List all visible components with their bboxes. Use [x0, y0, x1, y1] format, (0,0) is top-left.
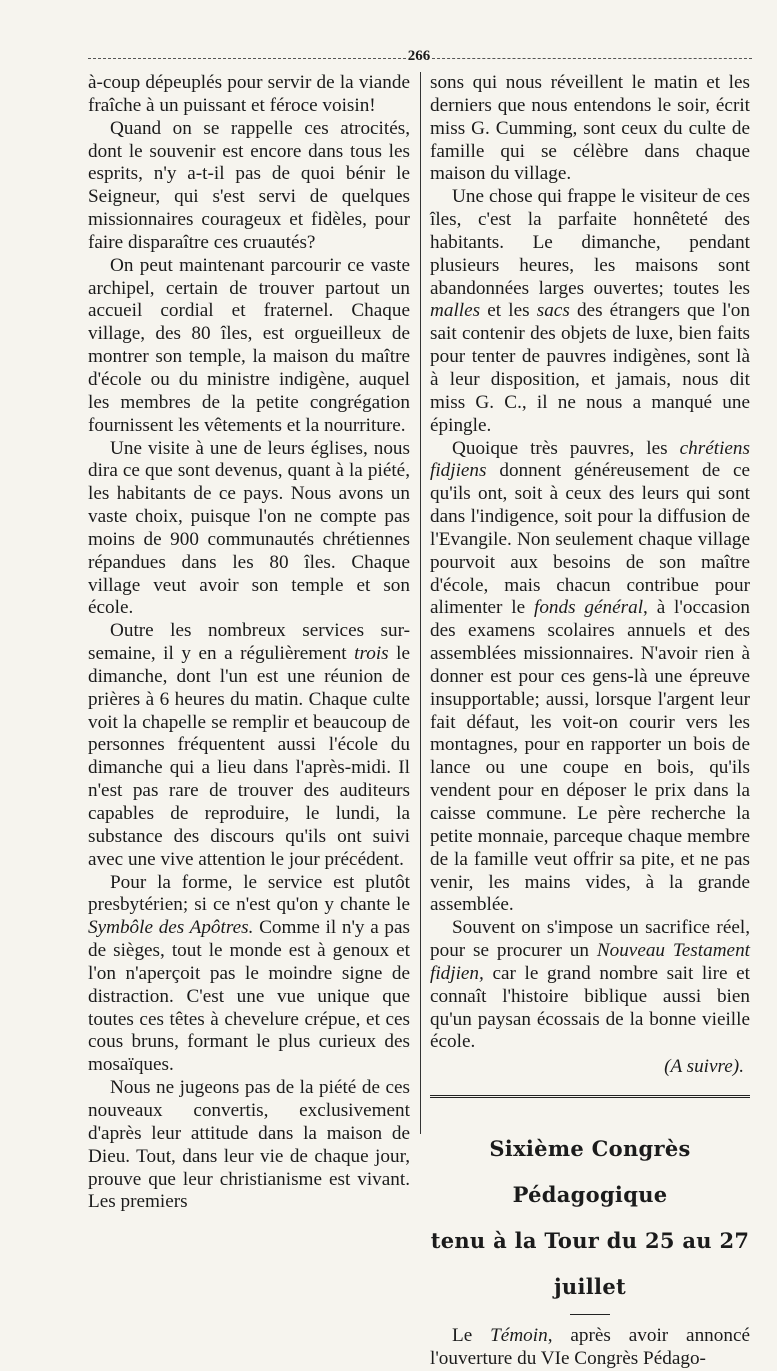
title-underline — [570, 1314, 610, 1315]
paragraph: sons qui nous réveillent le matin et les derniers que nous entendons le soir, écrit miss G. Cumming, sont ceux du culte de famille qui se célèbre dans chaque maison du village. — [430, 72, 750, 185]
header-rule-right — [432, 58, 752, 59]
paragraph: Souvent on s'impose un sacrifice réel, pour se procurer un Nouveau Testament fidjien, car le grand nombre sait lire et connaît l'histoire biblique aussi bien qu'un paysan écossais de la bonne vieille école. — [430, 917, 751, 1053]
paragraph: Nous ne jugeons pas de la piété de ces nouveaux convertis, exclusivement d'après leur attitude dans la maison de Dieu. Tout, dans leur vie de chaque jour, prouve que leur christianisme est vivant. Les premiers — [88, 1077, 410, 1213]
emphasis: malles — [430, 300, 481, 322]
section-title-line1: Sixième Congrès Pédagogique — [489, 1136, 691, 1208]
paragraph: Quand on se rappelle ces atrocités, dont le souvenir est encore dans tous les esprits, n'y a-t-il pas de quoi bénir le Seigneur, qui s'est servi de quelques missionnaires courageux et fidèles, pour faire disparaître ces cruautés? — [88, 117, 410, 253]
paragraph: Outre les nombreux services sur-semaine, il y en a régulièrement trois le dimanche, dont l'un est une réunion de prières à 6 heures du matin. Chaque culte voit la chapelle se remplir et beaucoup de personnes fréquentent aussi l'école du dimanche qui a lieu dans l'après-midi. Il n'est pas rare de trouver des auditeurs capables de reproduire, le lundi, la substance des discours qu'ils ont suivi avec une vive attention le jour précédent. — [88, 620, 410, 870]
emphasis: Témoin — [490, 1325, 548, 1347]
page-header — [88, 48, 752, 68]
section-intro: Le Témoin, après avoir annoncé l'ouverture du VIe Congrès Pédago- — [430, 1325, 750, 1369]
left-column — [88, 72, 410, 1214]
paragraph: On peut maintenant parcourir ce vaste archipel, certain de trouver partout un accueil cordial et fraternel. Chaque village, des 80 îles, est orgueilleux de montrer son temple, la maison du maître d'école ou du ministre indigène, auquel les membres de la petite congrégation fournissent les vêtements et la nourriture. — [88, 254, 410, 436]
section-separator — [430, 1095, 750, 1104]
header-rule-left — [88, 58, 406, 59]
paragraph: à-coup dépeuplés pour servir de la viande fraîche à un puissant et féroce voisin! — [88, 72, 410, 116]
emphasis: trois — [354, 643, 389, 665]
emphasis: fonds général — [534, 597, 644, 619]
paragraph: Une chose qui frappe le visiteur de ces îles, c'est la parfaite honnêteté des habitants. Le dimanche, pendant plusieurs heures, les maisons sont abandonnées larges ouvertes; toutes les malles et les sacs des étrangers que l'on sait contenir des objets de luxe, bien faits pour tenter de pauvres indigènes, sont là à leur disposition, et jamais, nous dit miss G. C., il ne nous a manqué une épingle. — [430, 186, 750, 436]
paragraph: Pour la forme, le service est plutôt presbytérien; si ce n'est qu'on y chante le Symbôle des Apôtres. Comme il n'y a pas de sièges, tout le monde est à genoux et l'on n'aperçoit pas le moindre signe de distraction. C'est une vue unique que toutes ces têtes à chevelure crépue, et ces cous bruns, formant le plus curieux des mosaïques. — [88, 871, 410, 1076]
paragraph: Une visite à une de leurs églises, nous dira ce que sont devenus, quant à la piété, les habitants de ce pays. Nous avons un vaste choix, puisque l'on ne compte pas moins de 900 communautés chrétiennes répandues dans les 80 îles. Chaque village veut avoir son temple et son école. — [88, 437, 410, 619]
page-number: 266 — [407, 48, 431, 64]
emphasis: Nouveau Testament fidjien, — [430, 940, 751, 984]
emphasis: chrétiens fidjiens — [430, 437, 750, 482]
to-be-continued: (A suivre). — [664, 1056, 744, 1078]
emphasis: sacs — [536, 300, 570, 322]
paragraph: Quoique très pauvres, les chrétiens fidjiens donnent généreusement de ce qu'ils ont, soit à ceux des leurs qui sont dans l'indigence, soit pour la diffusion de l'Evangile. Non seulement chaque village pourvoit aux besoins de son maître d'école, mais chacun contribue pour alimenter le fonds général, à l'occasion des examens scolaires annuels et des assemblées missionnaires. N'avoir rien à donner est pour ces gens-là une épreuve insupportable; aussi, lorsque l'argent leur fait défaut, les voit-on courir vers les montagnes, pour en rapporter un bois de lance ou une coupe en bois, qu'ils vendent pour en déposer le prix dans la caisse commune. Le père recherche la petite monnaie, parceque chaque membre de la famille veut offrir sa pite, et ne pas venir, les mains vides, à la grande assemblée. — [430, 437, 750, 916]
section-title-line2: tenu à la Tour du 25 au 27 juillet — [430, 1228, 750, 1300]
right-column — [430, 72, 750, 1371]
column-divider — [420, 72, 421, 1134]
emphasis: Symbôle des Apôtres. — [88, 917, 254, 939]
